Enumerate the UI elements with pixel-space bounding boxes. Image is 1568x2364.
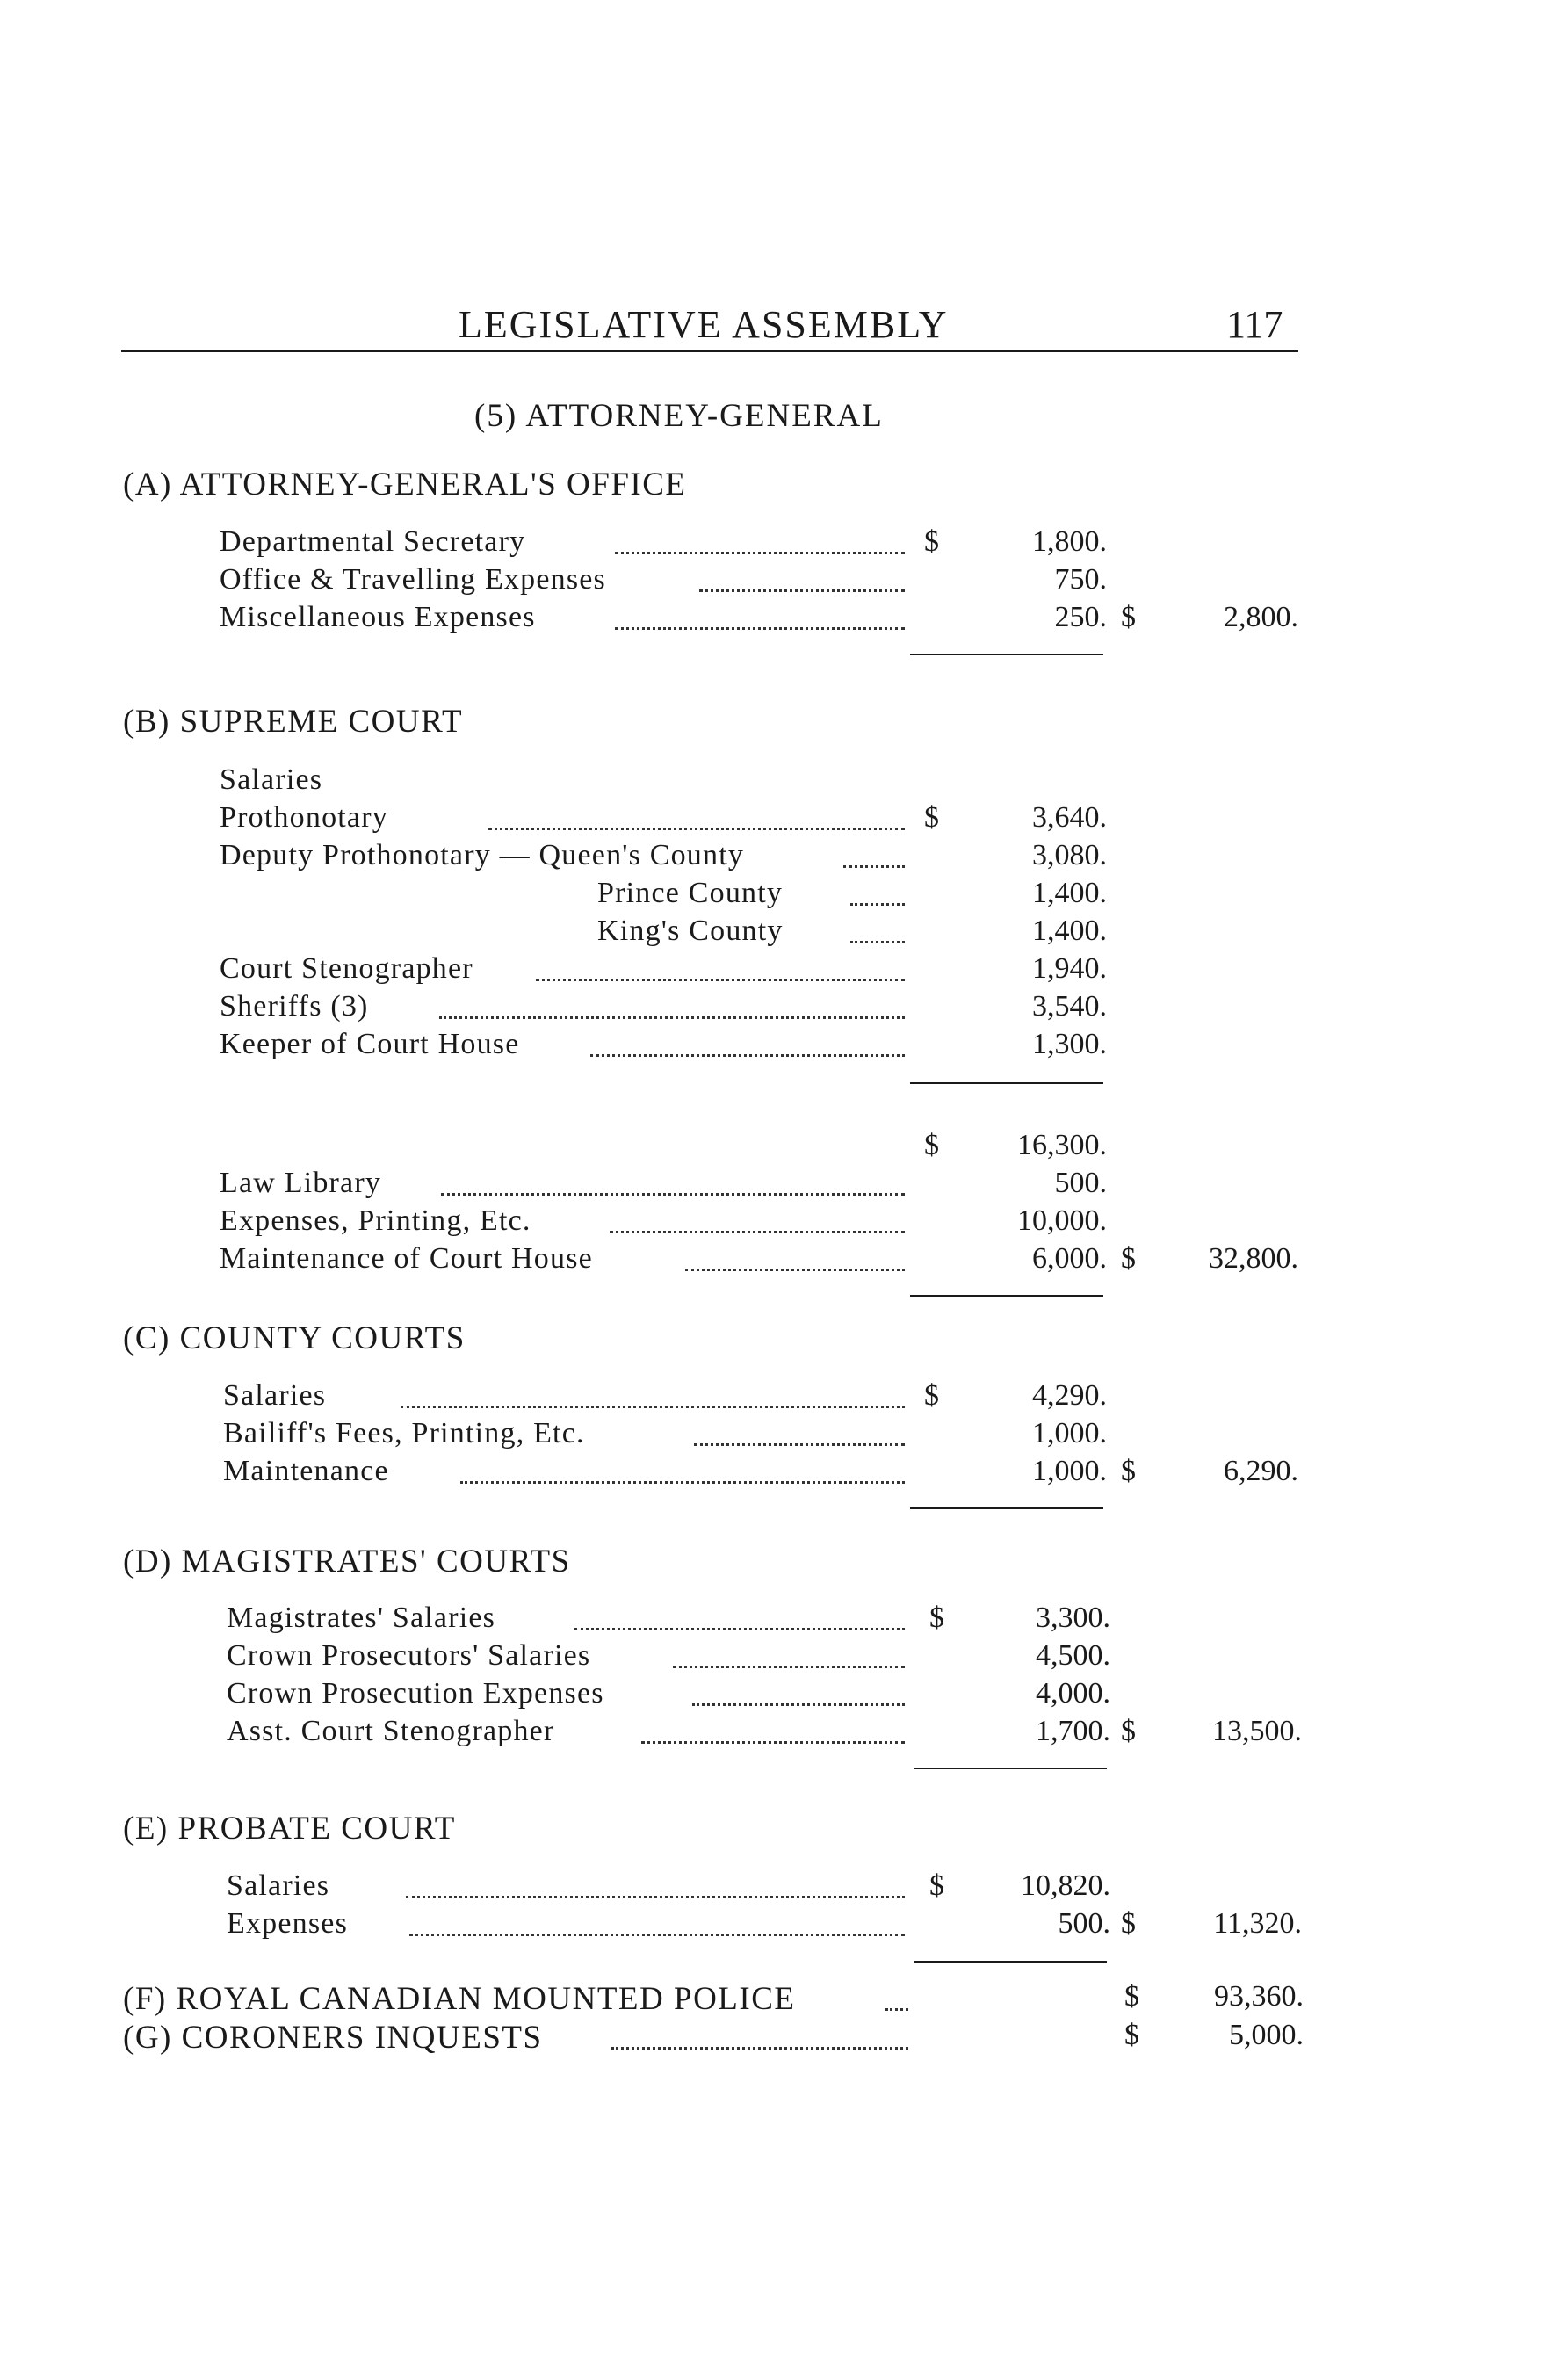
line-item-amount: 1,000. xyxy=(1032,1417,1107,1449)
sum-rule xyxy=(910,1295,1103,1297)
dollar-sign: $ xyxy=(1121,1455,1136,1487)
line-item-amount: 4,000. xyxy=(1036,1677,1110,1710)
line-item-amount: 750. xyxy=(1054,563,1107,596)
line-item-label: Magistrates' Salaries xyxy=(227,1601,496,1634)
section-f-heading: (F) ROYAL CANADIAN MOUNTED POLICE xyxy=(123,1981,796,2017)
line-item-amount: 10,820. xyxy=(1021,1869,1110,1902)
dot-leader xyxy=(850,937,905,943)
line-item-label: Prothonotary xyxy=(220,801,388,834)
page-number: 117 xyxy=(1226,303,1283,346)
line-item-label: Prince County xyxy=(597,877,784,909)
section-total: 6,290. xyxy=(1224,1455,1298,1487)
line-item-label: Sheriffs (3) xyxy=(220,990,369,1023)
line-item-amount: 4,500. xyxy=(1036,1639,1110,1672)
line-item-label: Crown Prosecutors' Salaries xyxy=(227,1639,591,1672)
sub-heading: Salaries xyxy=(220,763,323,796)
header-rule xyxy=(121,350,1298,352)
line-item-label: Crown Prosecution Expenses xyxy=(227,1677,604,1710)
line-item-amount: 1,400. xyxy=(1032,877,1107,909)
line-item-amount: 3,640. xyxy=(1032,801,1107,834)
dot-leader xyxy=(885,2005,908,2011)
line-item-label: Expenses, Printing, Etc. xyxy=(220,1204,531,1237)
dollar-sign: $ xyxy=(929,1601,944,1634)
dollar-sign: $ xyxy=(929,1869,944,1902)
dot-leader xyxy=(615,624,905,630)
line-item-amount: 4,290. xyxy=(1032,1379,1107,1412)
dot-leader xyxy=(694,1440,905,1446)
dollar-sign: $ xyxy=(1121,1242,1136,1275)
dot-leader xyxy=(615,548,905,554)
line-item-label: Bailiff's Fees, Printing, Etc. xyxy=(223,1417,585,1449)
section-d-heading: (D) MAGISTRATES' COURTS xyxy=(123,1543,571,1580)
dot-leader xyxy=(488,824,905,830)
line-item-amount: 3,080. xyxy=(1032,839,1107,871)
subtotal-amount: 16,300. xyxy=(1017,1129,1107,1161)
dollar-sign: $ xyxy=(1121,1715,1136,1747)
dot-leader xyxy=(406,1892,905,1898)
dot-leader xyxy=(610,1227,905,1233)
dollar-sign: $ xyxy=(1121,1907,1136,1940)
line-item-amount: 1,000. xyxy=(1032,1455,1107,1487)
dot-leader xyxy=(401,1402,905,1408)
line-item-amount: 3,540. xyxy=(1032,990,1107,1023)
section-a-heading: (A) ATTORNEY-GENERAL'S OFFICE xyxy=(123,466,687,502)
line-item-label: Court Stenographer xyxy=(220,952,473,985)
dot-leader xyxy=(673,1662,905,1668)
dot-leader xyxy=(439,1013,905,1019)
dollar-sign: $ xyxy=(924,525,939,558)
section-total: 93,360. xyxy=(1214,1980,1304,2013)
line-item-label: Departmental Secretary xyxy=(220,525,526,558)
dot-leader xyxy=(441,1189,905,1196)
sum-rule xyxy=(910,1507,1103,1509)
line-item-amount: 1,400. xyxy=(1032,915,1107,947)
dollar-sign: $ xyxy=(924,1129,939,1161)
line-item-label: Salaries xyxy=(227,1869,330,1902)
line-item-amount: 500. xyxy=(1054,1167,1107,1199)
line-item-label: Expenses xyxy=(227,1907,349,1940)
line-item-label: Deputy Prothonotary — Queen's County xyxy=(220,839,745,871)
dollar-sign: $ xyxy=(924,1379,939,1412)
section-b-heading: (B) SUPREME COURT xyxy=(123,704,464,740)
running-header-title: LEGISLATIVE ASSEMBLY xyxy=(459,303,949,346)
line-item-label: King's County xyxy=(597,915,784,947)
line-item-amount: 3,300. xyxy=(1036,1601,1110,1634)
dollar-sign: $ xyxy=(1121,601,1136,633)
dollar-sign: $ xyxy=(1124,1980,1139,2013)
line-item-amount: 6,000. xyxy=(1032,1242,1107,1275)
line-item-amount: 10,000. xyxy=(1017,1204,1107,1237)
line-item-amount: 250. xyxy=(1054,601,1107,633)
section-e-heading: (E) PROBATE COURT xyxy=(123,1811,456,1847)
dollar-sign: $ xyxy=(924,801,939,834)
section-total: 2,800. xyxy=(1224,601,1298,633)
line-item-amount: 1,700. xyxy=(1036,1715,1110,1747)
line-item-label: Salaries xyxy=(223,1379,327,1412)
line-item-label: Miscellaneous Expenses xyxy=(220,601,536,633)
sum-rule xyxy=(914,1768,1107,1769)
line-item-amount: 1,940. xyxy=(1032,952,1107,985)
line-item-label: Keeper of Court House xyxy=(220,1028,520,1060)
line-item-amount: 1,800. xyxy=(1032,525,1107,558)
line-item-label: Maintenance of Court House xyxy=(220,1242,593,1275)
section-total: 13,500. xyxy=(1212,1715,1302,1747)
section-title: (5) ATTORNEY-GENERAL xyxy=(474,398,884,434)
section-total: 32,800. xyxy=(1209,1242,1298,1275)
section-g-heading: (G) CORONERS INQUESTS xyxy=(123,2020,543,2056)
sum-rule xyxy=(910,654,1103,655)
dot-leader xyxy=(460,1478,905,1484)
line-item-label: Office & Travelling Expenses xyxy=(220,563,606,596)
sum-rule xyxy=(914,1961,1107,1963)
dot-leader xyxy=(641,1738,905,1744)
dot-leader xyxy=(692,1700,905,1706)
dot-leader xyxy=(685,1265,905,1271)
dot-leader xyxy=(699,586,905,592)
line-item-amount: 500. xyxy=(1058,1907,1110,1940)
section-c-heading: (C) COUNTY COURTS xyxy=(123,1320,466,1356)
dot-leader xyxy=(850,900,905,906)
sum-rule xyxy=(910,1082,1103,1084)
line-item-label: Law Library xyxy=(220,1167,382,1199)
dot-leader xyxy=(574,1624,905,1630)
section-total: 11,320. xyxy=(1213,1907,1302,1940)
dot-leader xyxy=(590,1051,905,1057)
dollar-sign: $ xyxy=(1124,2019,1139,2051)
line-item-amount: 1,300. xyxy=(1032,1028,1107,1060)
dot-leader xyxy=(843,862,905,868)
dot-leader xyxy=(611,2043,908,2050)
dot-leader xyxy=(409,1930,905,1936)
section-total: 5,000. xyxy=(1229,2019,1304,2051)
dot-leader xyxy=(536,975,905,981)
line-item-label: Maintenance xyxy=(223,1455,389,1487)
line-item-label: Asst. Court Stenographer xyxy=(227,1715,555,1747)
